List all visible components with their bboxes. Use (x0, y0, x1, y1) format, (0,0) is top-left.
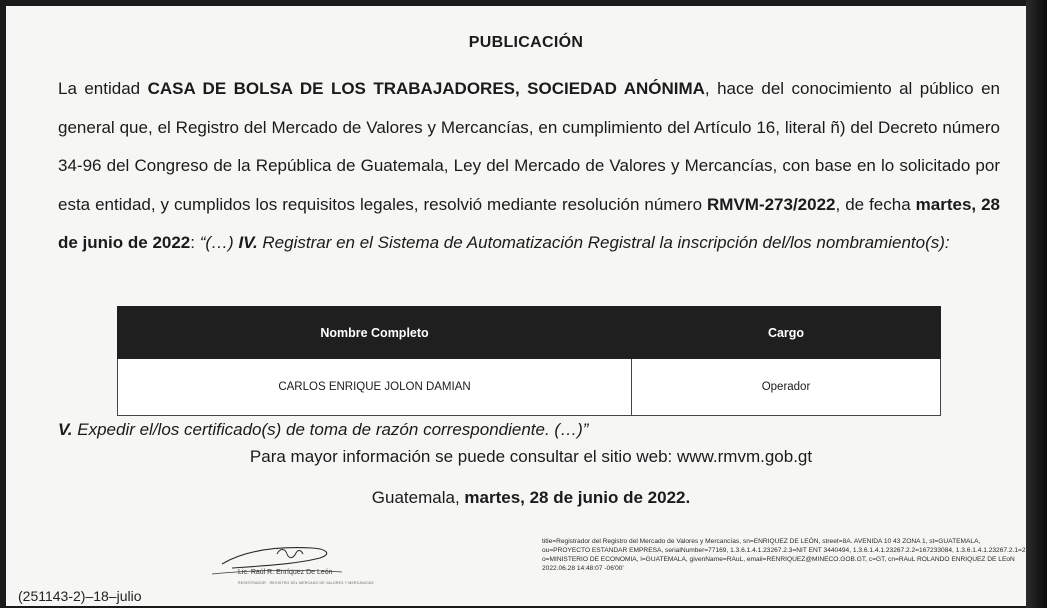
body-text: La entidad (58, 79, 148, 98)
info-line: Para mayor información se puede consultar el sitio web: www.rmvm.gob.gt (249, 447, 813, 466)
header-nombre: Nombre Completo (118, 307, 632, 359)
body-text: , hace del conocimiento al público en general que, el Registro del Mercado de Valores y Mercancías, en cumplimiento del Artículo 16, literal ñ) del Decreto número 34-96 del Congreso de la República de Guatemala, Ley del Mercado de Valores y Mercancías, con base en lo solicitado por esta entidad, y cumplidos los requisitos legales, resolvió mediante resolución número (58, 79, 1000, 214)
closing-city: Guatemala, (371, 488, 465, 507)
table-row (118, 359, 941, 416)
resolution-number: RMVM-273/2022 (707, 194, 836, 214)
body-text: , de fecha (835, 194, 916, 214)
quote-open: “(…) (199, 233, 239, 252)
signature-subtitle: REGISTRADOR · REGISTRO DEL MERCADO DE VALORES Y MERCANCÍAS (238, 581, 374, 585)
roman-iv: IV. (238, 233, 258, 252)
resolution-date: martes, 28 de junio de 2022 (58, 194, 1000, 252)
handwritten-signature (202, 534, 352, 594)
closing-date: martes, 28 de junio de 2022. (464, 488, 691, 507)
cell-cargo: Operador (632, 359, 941, 416)
digital-signature-certificate: title=Registrador del Registro del Mercado de Valores y Mercancías, sn=ENRIQUEZ DE LEÓN, street=8A. AVENIDA 10 43 ZONA 1, st=GUATEMALA, ou=PROYECTO ESTANDAR EMPRESA, serialNumber=77169, 1.3.6.1.4.1.23267.2.3=NIT ENT 3440494, 1.3.6.1.4.1.23267.2.2=167233084, 1.3.6.1.4.1.23267.2.1=2, o=MINISTERIO DE ECONOMIA, l=GUATEMALA, givenName=RAuL, email=RENRIQUEZ@MINECO.GOB.GT, c=GT, cn=RAuL ROLANDO ENRIQUEZ DE LEoN 2022.06.28 14:48:07 -06'00' (542, 538, 1028, 572)
expedir-text: Expedir el/los certificado(s) de toma de razón correspondiente. (…)” (72, 420, 589, 439)
publication-page (6, 6, 1026, 606)
quote-text: Registrar en el Sistema de Automatización Registral la inscripción del/los nombramiento(s): (257, 233, 950, 252)
expedir-line (58, 420, 588, 440)
cell-nombre: CARLOS ENRIQUE JOLON DAMIAN (118, 359, 632, 416)
scan-edge (1026, 0, 1047, 608)
table-header-row (118, 307, 941, 359)
appointments-table (117, 306, 941, 416)
roman-v: V. (58, 420, 73, 439)
reference-code: (251143-2)–18–julio (18, 588, 142, 604)
page-title: PUBLICACIÓN (468, 34, 584, 51)
header-cargo: Cargo (632, 307, 941, 359)
entity-name: CASA DE BOLSA DE LOS TRABAJADORES, SOCIEDAD ANÓNIMA (147, 79, 705, 98)
signature-name: Lic. Raúl R. Enríquez De León (238, 569, 333, 576)
publication-body (58, 70, 1000, 263)
closing-line (6, 488, 1047, 508)
body-text: : (190, 233, 200, 252)
